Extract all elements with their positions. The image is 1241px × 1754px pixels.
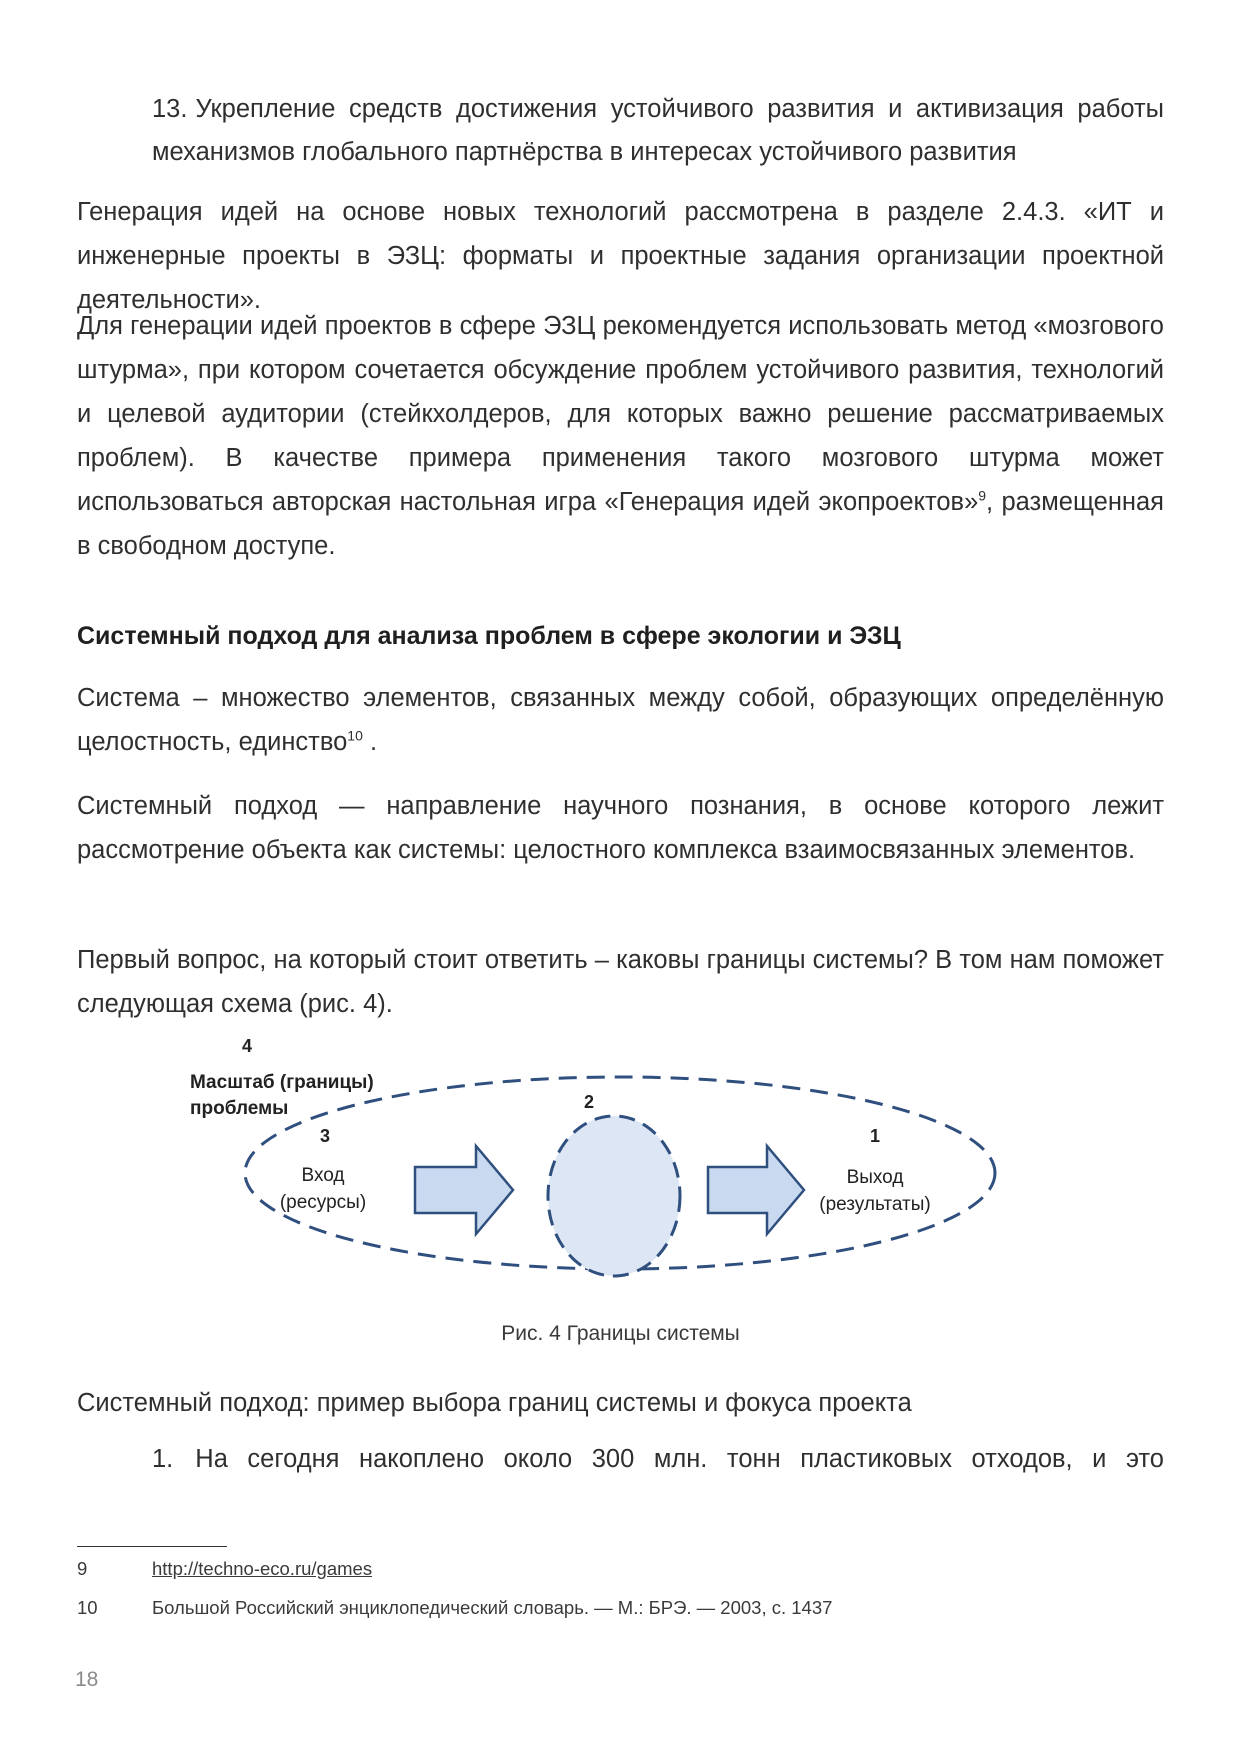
figure-caption: Рис. 4 Границы системы bbox=[501, 1322, 740, 1345]
paragraph-first-question: Первый вопрос, на который стоит ответить – каковы границы системы? В том нам поможет следующая схема (рис. 4). bbox=[77, 946, 1164, 1018]
paragraph-brainstorm-text: Для генерации идей проектов в сфере ЭЗЦ рекомендуется использовать метод «мозгового штурма», при котором сочетается обсуждение проблем устойчивого развития, технологий и целевой аудитории (стейкхолдеров, для которых важно решение рассматриваемых проблем). В качестве примера применения такого мозгового штурма может использоваться авторская настольная игра «Генерация идей экопроектов» bbox=[77, 312, 1164, 516]
label-4-number: 4 bbox=[242, 1036, 253, 1056]
system-definition-tail: . bbox=[362, 728, 378, 756]
footnote-link[interactable]: http://techno-eco.ru/games bbox=[152, 1558, 373, 1579]
system-boundaries-diagram bbox=[180, 1030, 1020, 1300]
label-4-line2: проблемы bbox=[190, 1098, 289, 1119]
footnote-divider bbox=[77, 1546, 227, 1547]
list-item-1 bbox=[152, 1437, 1164, 1481]
system-definition-text: Система – множество элементов, связанных между собой, образующих определённую целостность, единство bbox=[77, 684, 1164, 756]
label-1-line1: Выход bbox=[846, 1167, 904, 1188]
footnote-number: 9 bbox=[77, 1558, 88, 1579]
list-item-number: 13. bbox=[152, 95, 188, 123]
paragraph-brainstorm bbox=[77, 304, 1164, 568]
footnote-ref-10: 10 bbox=[347, 727, 363, 744]
input-arrow bbox=[415, 1146, 513, 1234]
label-3-number: 3 bbox=[320, 1126, 331, 1146]
list-item-text: Укрепление средств достижения устойчивого развития и активизация работы механизмов глобального партнёрства в интересах устойчивого развития bbox=[152, 95, 1164, 166]
output-arrow bbox=[708, 1146, 804, 1234]
footnote-9 bbox=[77, 1558, 372, 1580]
footnote-text: Большой Российский энциклопедический словарь. — М.: БРЭ. — 2003, с. 1437 bbox=[152, 1597, 833, 1618]
paragraph-brainstorm-tail: , размещенная в свободном доступе. bbox=[77, 488, 1164, 560]
list-item-number: 1. bbox=[152, 1445, 174, 1473]
system-core-circle bbox=[548, 1116, 680, 1276]
paragraph-system-approach: Системный подход — направление научного познания, в основе которого лежит рассмотрение объекта как системы: целостного комплекса взаимосвязанных элементов. bbox=[77, 792, 1164, 864]
footnote-10 bbox=[77, 1597, 832, 1619]
footnote-number: 10 bbox=[77, 1597, 98, 1618]
label-1-number: 1 bbox=[870, 1126, 881, 1146]
section-heading: Системный подход для анализа проблем в сфере экологии и ЭЗЦ bbox=[77, 622, 901, 650]
label-1-line2: (результаты) bbox=[819, 1194, 931, 1215]
paragraph-example-title: Системный подход: пример выбора границ системы и фокуса проекта bbox=[77, 1389, 912, 1417]
paragraph-system-definition bbox=[77, 676, 1164, 764]
footnote-ref-9: 9 bbox=[978, 487, 987, 504]
label-3-line1: Вход bbox=[301, 1165, 345, 1186]
list-item-13 bbox=[152, 88, 1164, 174]
label-4-line1: Масштаб (границы) bbox=[190, 1072, 374, 1093]
list-item-text: На сегодня накоплено около 300 млн. тонн пластиковых отходов, и это bbox=[195, 1445, 1164, 1473]
label-2-number: 2 bbox=[584, 1092, 595, 1112]
label-3-line2: (ресурсы) bbox=[279, 1192, 367, 1213]
page-number: 18 bbox=[75, 1668, 99, 1691]
paragraph-generation: Генерация идей на основе новых технологий рассмотрена в разделе 2.4.3. «ИТ и инженерные проекты в ЭЗЦ: форматы и проектные задания организации проектной деятельности». bbox=[77, 198, 1164, 314]
